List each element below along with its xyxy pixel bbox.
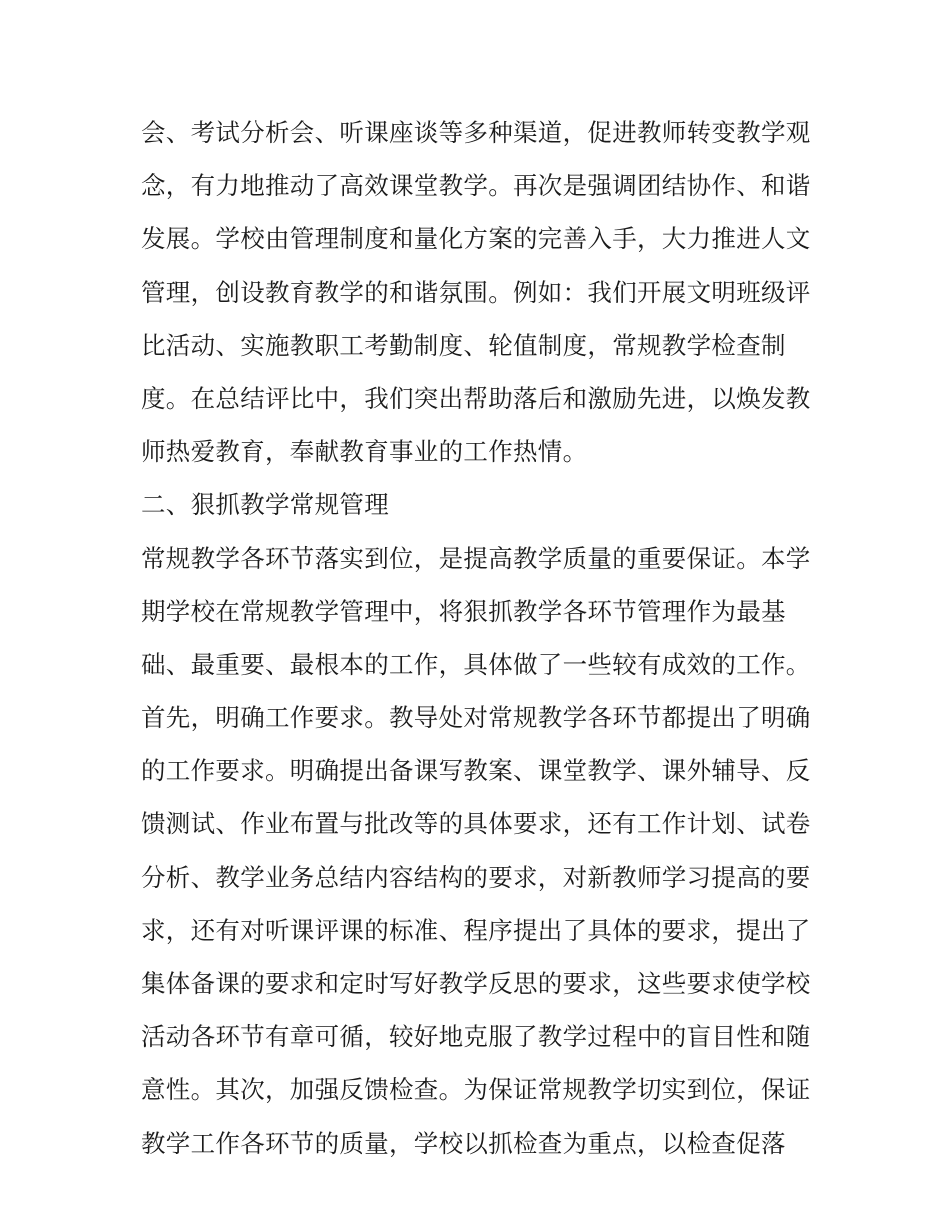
text-line: 度。在总结评比中，我们突出帮助落后和激励先进，以焕发教 [141, 383, 811, 413]
text-line: 的工作要求。明确提出备课写教案、课堂教学、课外辅导、反 [141, 756, 811, 786]
text-line: 念，有力地推动了高效课堂教学。再次是强调团结协作、和谐 [141, 171, 811, 201]
text-line: 管理，创设教育教学的和谐氛围。例如：我们开展文明班级评 [141, 277, 811, 307]
text-line: 师热爱教育，奉献教育事业的工作热情。 [141, 437, 588, 467]
text-line: 首先，明确工作要求。教导处对常规教学各环节都提出了明确 [141, 703, 811, 733]
text-line: 会、考试分析会、听课座谈等多种渠道，促进教师转变教学观 [141, 118, 811, 147]
text-line: 发展。学校由管理制度和量化方案的完善入手，大力推进人文 [141, 224, 811, 254]
text-line: 求，还有对听课评课的标准、程序提出了具体的要求，提出了 [141, 915, 811, 945]
section-heading: 二、狠抓教学常规管理 [141, 490, 389, 520]
text-line: 比活动、实施教职工考勤制度、轮值制度，常规教学检查制 [141, 330, 786, 360]
text-line: 集体备课的要求和定时写好教学反思的要求，这些要求使学校 [141, 969, 811, 998]
text-line: 常规教学各环节落实到位，是提高教学质量的重要保证。本学 [141, 543, 811, 573]
text-line: 意性。其次，加强反馈检查。为保证常规教学切实到位，保证 [141, 1075, 811, 1105]
text-line: 期学校在常规教学管理中，将狠抓教学各环节管理作为最基 [141, 596, 786, 626]
text-line: 础、最重要、最根本的工作，具体做了一些较有成效的工作。 [141, 649, 811, 679]
text-line: 教学工作各环节的质量，学校以抓检查为重点，以检查促落 [141, 1128, 786, 1158]
text-line: 活动各环节有章可循，较好地克服了教学过程中的盲目性和随 [141, 1022, 811, 1052]
document-body [141, 106, 821, 1170]
text-line: 分析、教学业务总结内容结构的要求，对新教师学习提高的要 [141, 862, 811, 892]
text-line: 馈测试、作业布置与批改等的具体要求，还有工作计划、试卷 [141, 809, 811, 839]
